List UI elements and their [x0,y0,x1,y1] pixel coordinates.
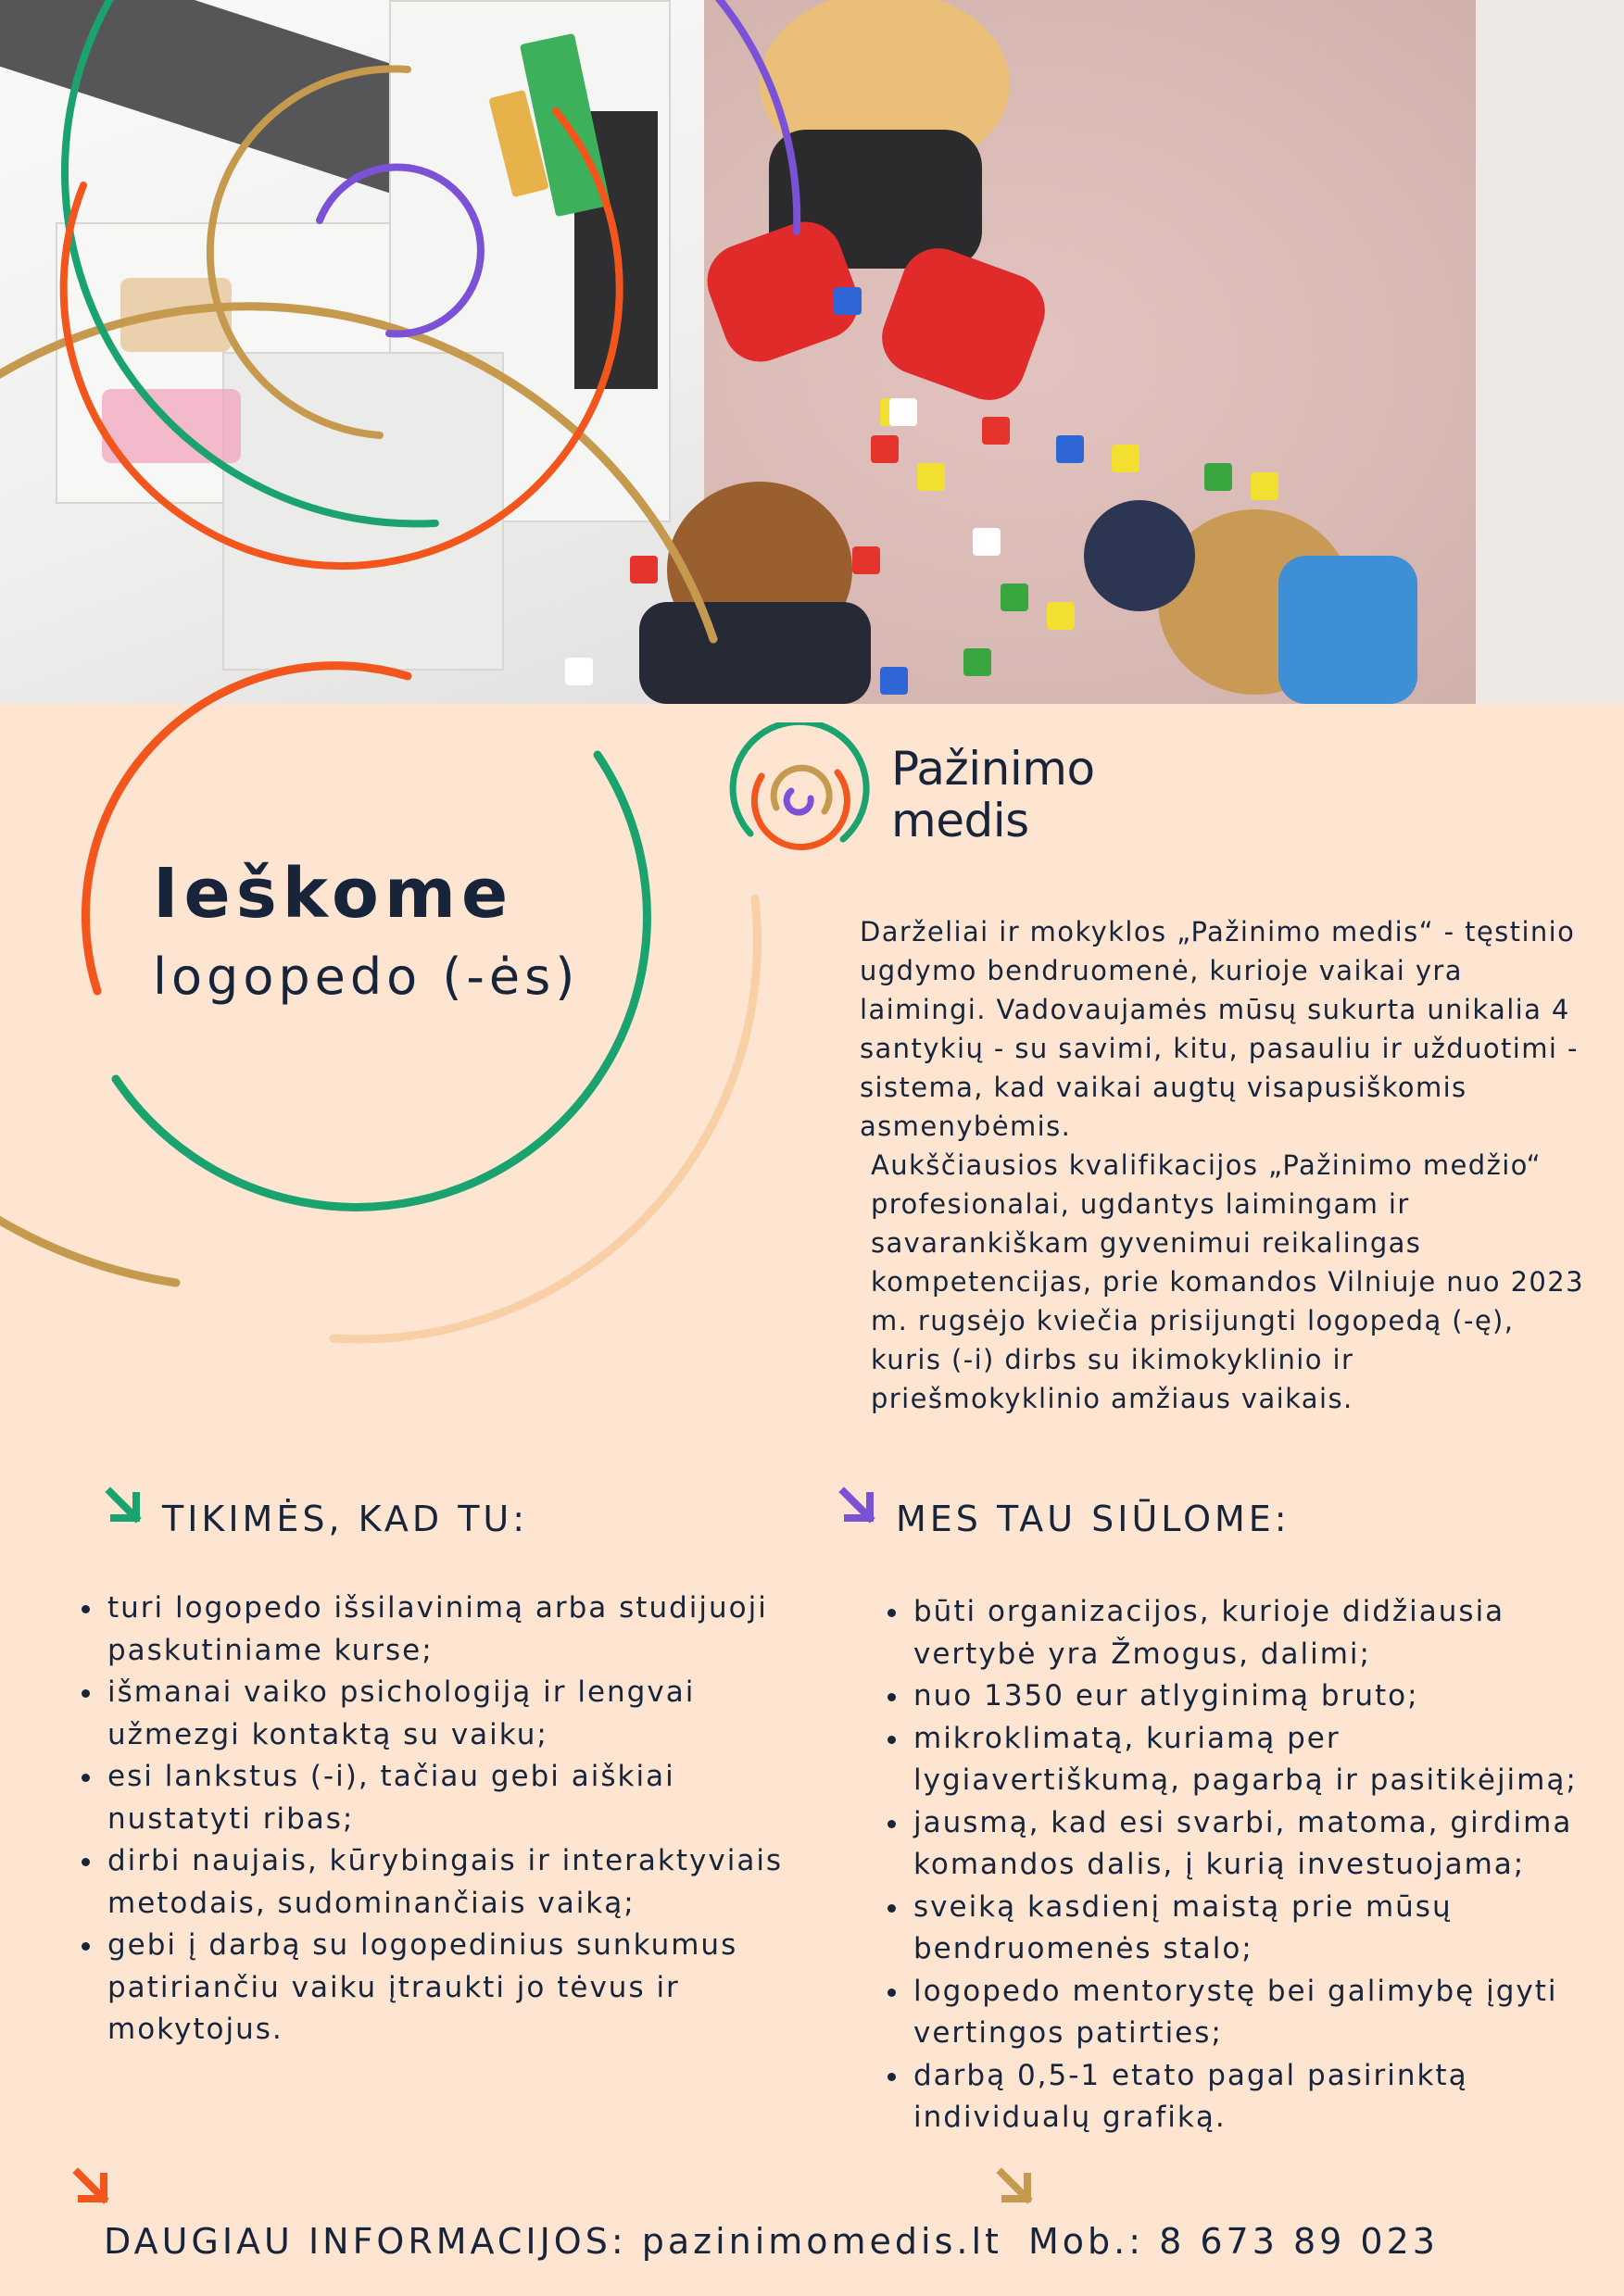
expect-item: gebi į darbą su logopedinius sunkumus patiriančiu vaiku įtraukti jo tėvus ir mokytojus. [78,1925,800,2051]
expect-item: dirbi naujais, kūrybingais ir interaktyviais metodais, sudominančiais vaiką; [78,1840,800,1925]
offer-item: logopedo mentorystę bei galimybę įgyti vertingos patirties; [884,1971,1616,2055]
offer-item: darbą 0,5-1 etato pagal pasirinktą individualų grafiką. [884,2055,1616,2139]
phone-number[interactable]: Mob.: 8 673 89 023 [1028,2221,1439,2262]
brand-name [891,743,1095,847]
expect-list [78,1587,800,2051]
headline [153,847,579,1014]
expect-title: TIKIMĖS, KAD TU: [162,1499,529,1539]
intro-paragraph-1: Darželiai ir mokyklos „Pažinimo medis“ - tęstinio ugdymo bendruomenė, kurioje vaikai yra laimingi. Vadovaujamės mūsų sukurta unikalia 4 santykių - su savimi, kitu, pasauliu ir užduotimi - sistema, kad vaikai augtų visapusiškomis asmenybėmis. [860,916,1579,1142]
shelf-area [0,0,704,704]
expect-item: turi logopedo išsilavinimą arba studijuoji paskutiniame kurse; [78,1587,800,1672]
wall-stripe [1476,0,1624,704]
offer-list [884,1591,1616,2139]
arrow-down-right-icon [72,2167,113,2208]
children-playing-photo [0,0,1624,704]
arrow-down-right-icon [838,1487,879,1527]
expect-item: esi lankstus (-i), tačiau gebi aiškiai nustatyti ribas; [78,1756,800,1840]
offer-item: nuo 1350 eur atlyginimą bruto; [884,1675,1616,1718]
offer-item: sveiką kasdienį maistą prie mūsų bendruomenės stalo; [884,1887,1616,1971]
brand-name-line2: medis [891,794,1029,847]
offer-item: būti organizacijos, kurioje didžiausia vertybė yra Žmogus, dalimi; [884,1591,1616,1675]
expect-item: išmanai vaiko psichologiją ir lengvai užmezgi kontaktą su vaiku; [78,1672,800,1756]
concentric-arcs-logo [723,722,871,871]
brand-logo [723,722,1130,871]
arrow-down-right-icon [996,2167,1037,2208]
intro-paragraph-2: Aukščiausios kvalifikacijos „Pažinimo medžio“ profesionalai, ugdantys laimingam ir savarankiškam gyvenimui reikalingas kompetencijas, prie komandos Vilniuje nuo 2023 m. rugsėjo kviečia prisijungti logopedą (-ę), kuris (-i) dirbs su ikimokyklinio ir priešmokyklinio amžiaus vaikais. [871,1149,1584,1414]
website-link[interactable]: DAUGIAU INFORMACIJOS: pazinimomedis.lt [104,2221,1002,2262]
headline-subtitle: logopedo (-ės) [153,947,580,1006]
brand-name-line1: Pažinimo [891,742,1095,796]
headline-title: Ieškome [153,854,514,934]
arrow-down-right-icon [105,1487,145,1527]
offer-item: jausmą, kad esi svarbi, matoma, girdima komandos dalis, į kurią investuojama; [884,1802,1616,1887]
intro-text [860,912,1592,1418]
offer-title: MES TAU SIŪLOME: [896,1499,1290,1539]
offer-item: mikroklimatą, kuriamą per lygiavertiškumą, pagarbą ir pasitikėjimą; [884,1718,1616,1802]
